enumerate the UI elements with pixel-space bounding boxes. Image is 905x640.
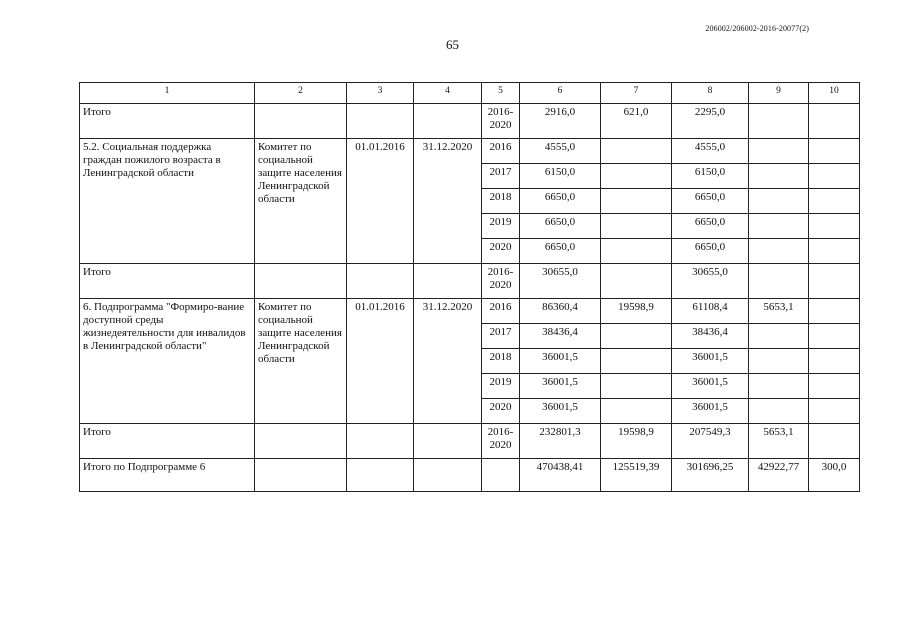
amount-cell: [749, 104, 809, 139]
program-year-row: [80, 139, 860, 164]
executor-name: Комитет по социальной защите населения Ленинградской области: [255, 299, 347, 424]
amount-cell: [809, 324, 860, 349]
amount-cell: 4555,0: [672, 139, 749, 164]
amount-cell: [749, 399, 809, 424]
amount-cell: 86360,4: [520, 299, 601, 324]
amount-cell: [749, 164, 809, 189]
period-cell: 2016-2020: [482, 104, 520, 139]
amount-cell: [601, 264, 672, 299]
amount-cell: 5653,1: [749, 299, 809, 324]
executor-name: Комитет по социальной защите населения Ленинградской области: [255, 139, 347, 264]
amount-cell: 2295,0: [672, 104, 749, 139]
column-number-9: 9: [749, 83, 809, 104]
amount-cell: 42922,77: [749, 459, 809, 492]
end-date-cell: [414, 264, 482, 299]
amount-cell: 6650,0: [520, 239, 601, 264]
end-date-cell: [414, 104, 482, 139]
column-number-row: [80, 83, 860, 104]
table-body: [80, 104, 860, 492]
start-date-cell: [347, 424, 414, 459]
amount-cell: 38436,4: [672, 324, 749, 349]
column-number-2: 2: [255, 83, 347, 104]
column-number-5: 5: [482, 83, 520, 104]
amount-cell: [749, 214, 809, 239]
start-date-cell: [347, 264, 414, 299]
year-cell: 2019: [482, 374, 520, 399]
amount-cell: 38436,4: [520, 324, 601, 349]
amount-cell: 621,0: [601, 104, 672, 139]
program-year-row: [80, 299, 860, 324]
amount-cell: 6650,0: [520, 189, 601, 214]
amount-cell: 470438,41: [520, 459, 601, 492]
amount-cell: [601, 239, 672, 264]
amount-cell: [749, 189, 809, 214]
executor-cell: [255, 424, 347, 459]
total-row: [80, 104, 860, 139]
amount-cell: [749, 349, 809, 374]
column-number-4: 4: [414, 83, 482, 104]
amount-cell: 2916,0: [520, 104, 601, 139]
column-number-8: 8: [672, 83, 749, 104]
start-date: 01.01.2016: [347, 299, 414, 424]
amount-cell: [809, 164, 860, 189]
column-number-10: 10: [809, 83, 860, 104]
amount-cell: 36001,5: [672, 374, 749, 399]
amount-cell: [749, 374, 809, 399]
executor-cell: [255, 104, 347, 139]
amount-cell: 30655,0: [672, 264, 749, 299]
amount-cell: 36001,5: [672, 399, 749, 424]
budget-table: [79, 82, 860, 492]
amount-cell: 6650,0: [520, 214, 601, 239]
amount-cell: [749, 239, 809, 264]
column-number-7: 7: [601, 83, 672, 104]
executor-cell: [255, 264, 347, 299]
total-label: Итого: [80, 104, 255, 139]
amount-cell: [749, 324, 809, 349]
amount-cell: [601, 189, 672, 214]
total-label: Итого: [80, 264, 255, 299]
amount-cell: [809, 374, 860, 399]
amount-cell: 36001,5: [520, 399, 601, 424]
amount-cell: 232801,3: [520, 424, 601, 459]
amount-cell: [601, 324, 672, 349]
amount-cell: [601, 374, 672, 399]
amount-cell: [749, 139, 809, 164]
amount-cell: [809, 189, 860, 214]
amount-cell: 36001,5: [672, 349, 749, 374]
period-cell: [482, 459, 520, 492]
grand-total-row: [80, 459, 860, 492]
total-row: [80, 424, 860, 459]
column-number-6: 6: [520, 83, 601, 104]
amount-cell: 30655,0: [520, 264, 601, 299]
end-date: 31.12.2020: [414, 139, 482, 264]
amount-cell: [749, 264, 809, 299]
start-date-cell: [347, 459, 414, 492]
amount-cell: [601, 214, 672, 239]
amount-cell: 6650,0: [672, 189, 749, 214]
end-date-cell: [414, 459, 482, 492]
amount-cell: [809, 104, 860, 139]
amount-cell: 19598,9: [601, 424, 672, 459]
year-cell: 2016: [482, 139, 520, 164]
document-id: 206002/206002-2016-20077(2): [705, 24, 809, 33]
start-date-cell: [347, 104, 414, 139]
amount-cell: [809, 424, 860, 459]
amount-cell: 4555,0: [520, 139, 601, 164]
amount-cell: 61108,4: [672, 299, 749, 324]
amount-cell: [809, 349, 860, 374]
total-row: [80, 264, 860, 299]
amount-cell: 36001,5: [520, 349, 601, 374]
year-cell: 2019: [482, 214, 520, 239]
amount-cell: [601, 399, 672, 424]
page-number: 65: [446, 37, 459, 52]
total-label: Итого по Подпрограмме 6: [80, 459, 255, 492]
program-name: 5.2. Социальная поддержка граждан пожилого возраста в Ленинградской области: [80, 139, 255, 264]
amount-cell: 125519,39: [601, 459, 672, 492]
year-cell: 2016: [482, 299, 520, 324]
end-date: 31.12.2020: [414, 299, 482, 424]
amount-cell: [601, 164, 672, 189]
start-date: 01.01.2016: [347, 139, 414, 264]
amount-cell: 5653,1: [749, 424, 809, 459]
column-number-1: 1: [80, 83, 255, 104]
amount-cell: 19598,9: [601, 299, 672, 324]
period-cell: 2016-2020: [482, 424, 520, 459]
amount-cell: [809, 139, 860, 164]
year-cell: 2020: [482, 239, 520, 264]
amount-cell: [601, 349, 672, 374]
year-cell: 2020: [482, 399, 520, 424]
amount-cell: [809, 239, 860, 264]
period-cell: 2016-2020: [482, 264, 520, 299]
end-date-cell: [414, 424, 482, 459]
amount-cell: [809, 214, 860, 239]
amount-cell: 6150,0: [672, 164, 749, 189]
year-cell: 2018: [482, 349, 520, 374]
year-cell: 2017: [482, 324, 520, 349]
amount-cell: 6150,0: [520, 164, 601, 189]
amount-cell: [809, 264, 860, 299]
column-number-3: 3: [347, 83, 414, 104]
amount-cell: 207549,3: [672, 424, 749, 459]
amount-cell: [809, 399, 860, 424]
amount-cell: [601, 139, 672, 164]
amount-cell: 36001,5: [520, 374, 601, 399]
amount-cell: 6650,0: [672, 239, 749, 264]
amount-cell: 301696,25: [672, 459, 749, 492]
executor-cell: [255, 459, 347, 492]
year-cell: 2017: [482, 164, 520, 189]
amount-cell: 6650,0: [672, 214, 749, 239]
amount-cell: [809, 299, 860, 324]
year-cell: 2018: [482, 189, 520, 214]
program-name: 6. Подпрограмма "Формиро-вание доступной среды жизнедеятельности для инвалидов в Ленинградской области": [80, 299, 255, 424]
amount-cell: 300,0: [809, 459, 860, 492]
total-label: Итого: [80, 424, 255, 459]
